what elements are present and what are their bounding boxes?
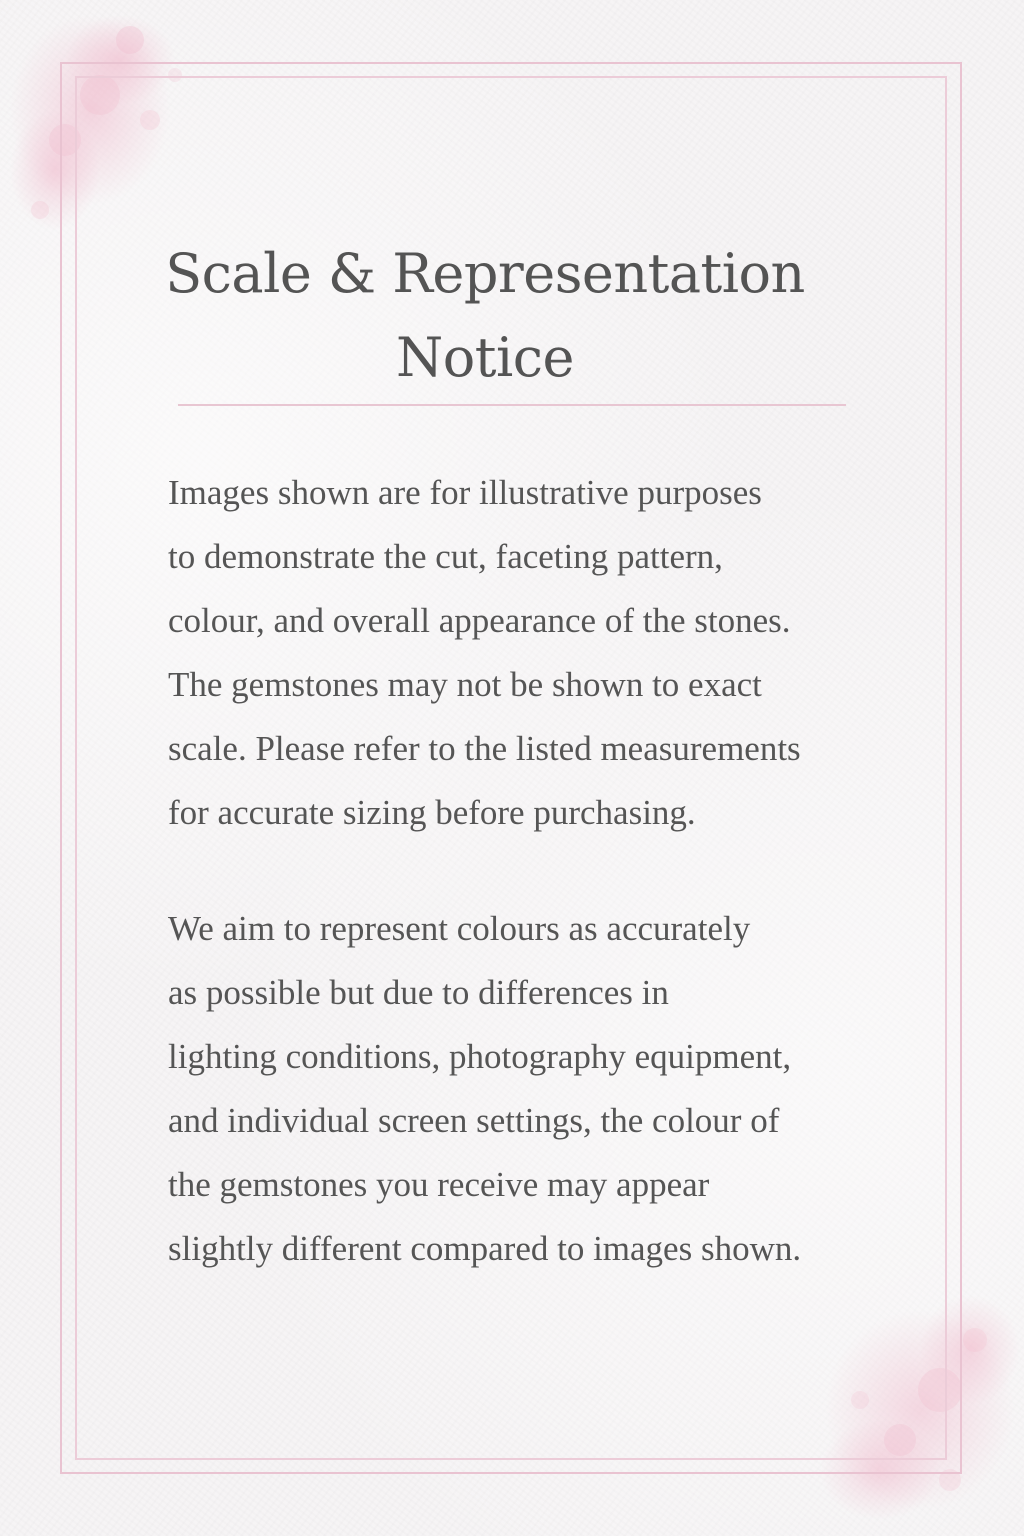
paragraph-line: and individual screen settings, the colour of	[168, 1101, 780, 1140]
paragraph-line: slightly different compared to images shown.	[168, 1229, 802, 1268]
paragraph-line: to demonstrate the cut, faceting pattern,	[168, 537, 723, 576]
title-line: Scale & Representation	[165, 242, 805, 305]
paragraph-line: Images shown are for illustrative purposes	[168, 473, 762, 512]
scale-paragraph	[168, 461, 928, 845]
title-line: Notice	[396, 326, 574, 389]
notice-title	[120, 232, 850, 400]
paragraph-line: as possible but due to differences in	[168, 973, 669, 1012]
paragraph-line: for accurate sizing before purchasing.	[168, 793, 696, 832]
paragraph-line: We aim to represent colours as accurately	[168, 909, 751, 948]
paragraph-line: the gemstones you receive may appear	[168, 1165, 710, 1204]
paragraph-line: The gemstones may not be shown to exact	[168, 665, 762, 704]
paragraph-line: scale. Please refer to the listed measurements	[168, 729, 801, 768]
paragraph-line: colour, and overall appearance of the stones.	[168, 601, 791, 640]
colour-paragraph	[168, 897, 928, 1281]
title-divider	[178, 404, 846, 406]
paragraph-line: lighting conditions, photography equipment,	[168, 1037, 792, 1076]
